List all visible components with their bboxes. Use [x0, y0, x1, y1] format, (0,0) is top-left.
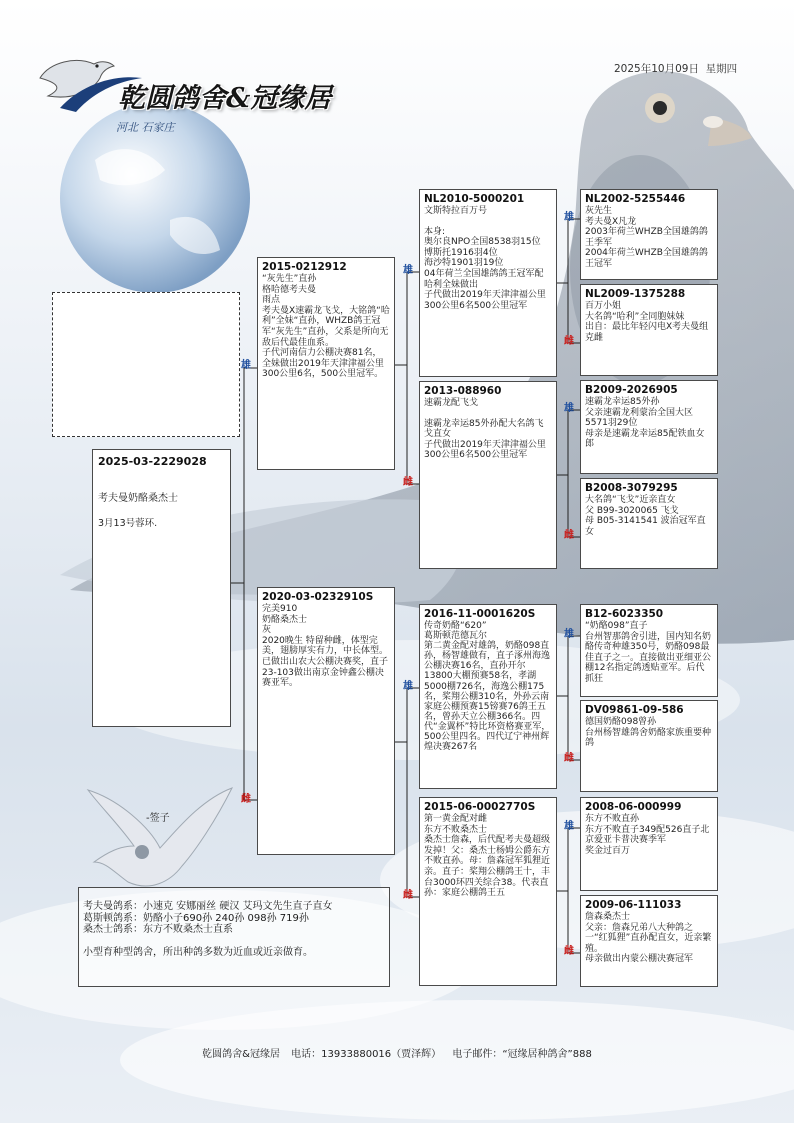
box-line: 第一黄金配对雌 — [424, 814, 488, 824]
ring-number: NL2009-1375288 — [585, 288, 686, 300]
female-label: 雌 — [564, 753, 574, 764]
loft-notes-box — [78, 887, 390, 987]
male-label: 雄 — [564, 403, 574, 414]
sss-box — [580, 189, 718, 280]
box-line: 海沙特1901羽19位 — [424, 258, 504, 269]
box-line: 本身: — [424, 226, 446, 237]
notes-line: 桑杰士鸽系：东方不败桑杰士直系 — [83, 924, 233, 936]
box-line: 东方不败直孙 — [585, 814, 640, 824]
box-line: 灰先生 — [585, 206, 613, 216]
box-line: 奶酪桑杰士 — [262, 614, 308, 625]
box-line: 子代河南信力公棚决赛81名，全妹做出2019年天津津福公里300公里6名，500公里冠军。 — [262, 348, 384, 380]
box-line: 格哈德考夫曼 — [262, 284, 317, 295]
sire-dam-box — [419, 381, 557, 569]
page-title: 乾圆鸽舍&冠缘居 — [118, 83, 332, 114]
ddd-box — [580, 895, 718, 987]
ring-number: 2009-06-111033 — [585, 899, 682, 911]
dss-box — [580, 604, 718, 697]
box-line: 速霸龙幸运85外孙 — [585, 397, 660, 407]
box-line: 博斯托1916羽4位 — [424, 247, 498, 258]
box-line: 大名鸽“飞戈”近亲直女 — [585, 495, 676, 505]
dam-sire-box — [419, 604, 557, 789]
box-line: 2003年荷兰WHZB全国雄鸽鸽王季军 — [585, 227, 708, 248]
sdd-box — [580, 478, 718, 569]
dsd-box — [580, 700, 718, 792]
footer-name: 乾圆鸽舍&冠缘居 — [202, 1049, 280, 1060]
box-line: 德国奶酪098曾孙 — [585, 717, 657, 727]
box-line: 父亲：詹森兄弟八大种鸽之一“红狐狸”直孙配直女，近亲繁殖。 — [585, 922, 712, 954]
male-label: 雄 — [403, 265, 413, 276]
box-line: 母亲是速霸龙幸运85配铁血女郎 — [585, 428, 705, 450]
box-line: 东方不败直子349配526直子北京爱亚卡普决赛季军 — [585, 824, 710, 846]
box-line: 2020晚生 特留种雌，体型完美，翅膀厚实有力，中长体型。已做出山农大公棚决赛奖，直子23-103做出南京金钟鑫公棚决赛亚军。 — [262, 635, 389, 689]
box-line: 葛斯顿范德瓦尔 — [424, 631, 488, 642]
ring-number: NL2002-5255446 — [585, 193, 686, 205]
ring-number: 2008-06-000999 — [585, 801, 682, 813]
box-line: 奥尔良NPO全国8538羽15位 — [424, 237, 541, 248]
ring-number: 2020-03-0232910S — [262, 591, 374, 603]
box-line: 大名鸽“哈利”全同胞妹妹 — [585, 311, 685, 322]
male-label: 雄 — [241, 360, 251, 371]
sire-box — [257, 257, 395, 470]
dds-box — [580, 797, 718, 891]
female-label: 雌 — [241, 794, 251, 805]
box-line: “奶酪098”直子 — [585, 621, 648, 631]
subject-note: 3月13号蓉环. — [98, 517, 158, 529]
box-line: 速霸龙幸运85外孙配大名鸽飞戈直女 — [424, 418, 544, 440]
footer-email: 电子邮件：“冠缘居种鸽舍”888 — [452, 1049, 592, 1060]
male-label: 雄 — [403, 681, 413, 692]
tag-label: -签子 — [146, 813, 170, 824]
female-label: 雌 — [564, 336, 574, 347]
box-line: 子代做出2019年天津津福公里300公里6名500公里冠军 — [424, 439, 546, 461]
location-text: 河北 石家庄 — [116, 121, 175, 134]
box-line: 父 B99-3020065 飞戈 — [585, 505, 679, 516]
footer — [0, 1045, 794, 1060]
box-line: 桑杰士詹森，后代配考夫曼超级发掉！父：桑杰士杨姆公爵东方不败直孙。母：詹森冠军狐狸近亲。直子：桨翔公棚鸽王十，丰台3000环四关综合38。代表直孙：家庭公棚鸽王五 — [424, 835, 551, 899]
box-line: 母亲做出内蒙公棚决赛冠军 — [585, 954, 694, 965]
box-line: 出自：最比年轻闪电X考夫曼组克雌 — [585, 322, 709, 343]
box-line: 完美910 — [262, 604, 298, 614]
female-label: 雌 — [403, 890, 413, 901]
sire-sire-box — [419, 189, 557, 377]
male-label: 雄 — [564, 212, 574, 223]
box-line: 台州杨智雄鸽舍奶酪家族重要种鸽 — [585, 727, 712, 749]
notes-line: 葛斯顿鸽系：奶酪小子690孙 240孙 098孙 719孙 — [83, 912, 309, 924]
dam-dam-box — [419, 797, 557, 986]
ring-number: 2013-088960 — [424, 385, 502, 397]
sds-box — [580, 380, 718, 474]
subject-ring-number: 2025-03-2229028 — [98, 455, 207, 468]
box-line: 速霸龙配飞戈 — [424, 398, 479, 408]
ring-number: 2015-0212912 — [262, 261, 347, 273]
box-line: 母 B05-3141541 波治冠军直女 — [585, 516, 706, 537]
date-text: 2025年10月09日 星期四 — [614, 63, 738, 75]
female-label: 雌 — [564, 946, 574, 957]
notes-line: 考夫曼鸽系：小速克 安娜丽丝 硬汉 艾玛文先生直子直女 — [83, 901, 333, 912]
ring-number: DV09861-09-586 — [585, 704, 684, 716]
female-label: 雌 — [564, 530, 574, 541]
box-line: 奖金过百万 — [585, 845, 631, 856]
female-label: 雌 — [403, 477, 413, 488]
subject-name: 考夫曼奶酪桑杰士 — [98, 493, 178, 504]
dam-box — [257, 587, 395, 855]
box-line: 雨点 — [262, 295, 281, 306]
box-line: 04年荷兰全国雄鸽鸽王冠军配哈利全妹做出 — [424, 268, 544, 290]
notes-line: 小型育种型鸽舍，所出种鸽多数为近血或近亲做育。 — [83, 946, 313, 958]
ring-number: B2009-2026905 — [585, 384, 678, 396]
box-line: 考夫曼X凡龙 — [585, 216, 637, 227]
box-line: “灰先生”直孙 — [262, 274, 317, 284]
male-label: 雄 — [564, 821, 574, 832]
male-label: 雄 — [564, 629, 574, 640]
box-line: 文斯特拉百万号 — [424, 206, 488, 216]
footer-phone: 电话：13933880016（贾泽辉） — [291, 1049, 442, 1060]
box-line: 东方不败桑杰士 — [424, 824, 488, 835]
box-line: 灰 — [262, 625, 272, 636]
box-line: 传奇奶酪“620” — [424, 621, 487, 631]
ssd-box — [580, 284, 718, 376]
box-line: 台州智那鸽舍引进，国内知名奶酪传奇种雄350号，奶酪098最佳直子之一。直接做出亚细亚公棚12名指定鸽透贴亚军。后代抓狂 — [585, 631, 712, 684]
box-line: 詹森桑杰士 — [585, 912, 631, 922]
ring-number: B12-6023350 — [585, 608, 664, 620]
ring-number: B2008-3079295 — [585, 482, 678, 494]
box-line: 子代做出2019年天津津福公里300公里6名500公里冠军 — [424, 290, 546, 311]
box-line: 第二黄金配对雄鸽，奶酪098直孙，杨智雄做有，直子涿州海逸公棚决赛16名，直孙开尔13800大棚预赛58名，孝湖5000棚726名，海逸公棚175名，桨翔公棚310名，外孙云南家庭公棚预赛15镑赛76鸽王五名，曾孙天立公棚366名。四代“金翼杯”特比环资格赛亚军，500公里四名。四代辽宁神州辉煌决赛267名 — [424, 641, 551, 753]
ring-number: 2016-11-0001620S — [424, 608, 536, 620]
ring-number: 2015-06-0002770S — [424, 801, 536, 813]
box-line: 父亲速霸龙利蒙治全国大区5571羽29位 — [585, 407, 694, 429]
subject-box — [92, 449, 231, 727]
box-line: 考夫曼X速霸龙飞戈，大铭鸽“哈利”全妹“直孙，WHZB鸽王冠军“灰先生”直孙，父系是所向无敌后代最佳血系。 — [262, 305, 390, 348]
box-line: 2004年荷兰WHZB全国雄鸽鸽王冠军 — [585, 248, 708, 269]
box-line: 百万小姐 — [585, 301, 622, 311]
photo-placeholder — [52, 292, 240, 437]
ring-number: NL2010-5000201 — [424, 193, 525, 205]
